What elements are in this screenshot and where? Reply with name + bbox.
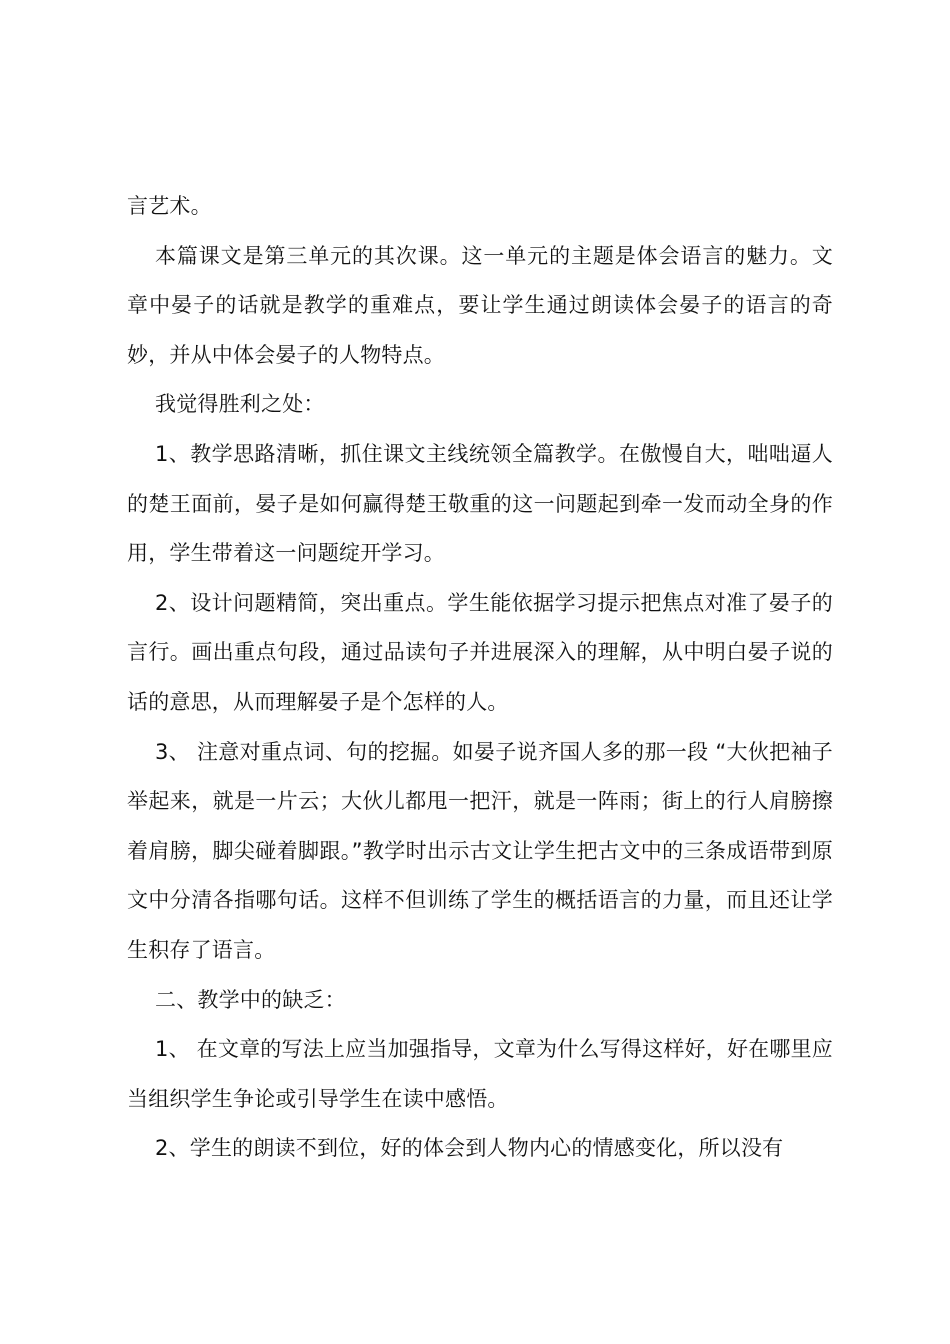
- paragraph-continuation: 言艺术。: [127, 194, 212, 218]
- paragraph-shortcoming-1: 1、 在文章的写法上应当加强指导，文章为什么写得这样好，好在哪里应当组织学生争论或引导学生在读中感悟。: [127, 1037, 833, 1111]
- paragraph-strength-1: 1、教学思路清晰，抓住课文主线统领全篇教学。在傲慢自大，咄咄逼人的楚王面前，晏子是如何赢得楚王敬重的这一问题起到牵一发而动全身的作用，学生带着这一问题绽开学习。: [127, 441, 833, 566]
- paragraph-shortcoming-2: 2、学生的朗读不到位，好的体会到人物内心的情感变化，所以没有: [155, 1136, 784, 1161]
- paragraph-shortcomings-heading: 二、教学中的缺乏：: [155, 987, 346, 1012]
- document-page: [127, 182, 833, 1174]
- paragraph-strengths-heading: 我觉得胜利之处：: [155, 392, 325, 417]
- paragraph-strength-3: 3、 注意对重点词、句的挖掘。如晏子说齐国人多的那一段 “大伙把袖子举起来，就是一片云；大伙儿都甩一把汗，就是一阵雨；街上的行人肩膀擦着肩膀，脚尖碰着脚跟。”教学时出示古文让学生把古文中的三条成语带到原文中分清各指哪句话。这样不但训练了学生的概括语言的力量，而且还让学生积存了语言。: [127, 739, 833, 962]
- paragraph-lesson-overview: 本篇课文是第三单元的其次课。这一单元的主题是体会语言的魅力。文章中晏子的话就是教学的重难点，要让学生通过朗读体会晏子的语言的奇妙，并从中体会晏子的人物特点。: [127, 243, 833, 367]
- paragraph-strength-2: 2、设计问题精简，突出重点。学生能依据学习提示把焦点对准了晏子的言行。画出重点句段，通过品读句子并进展深入的理解，从中明白晏子说的话的意思，从而理解晏子是个怎样的人。: [127, 590, 833, 714]
